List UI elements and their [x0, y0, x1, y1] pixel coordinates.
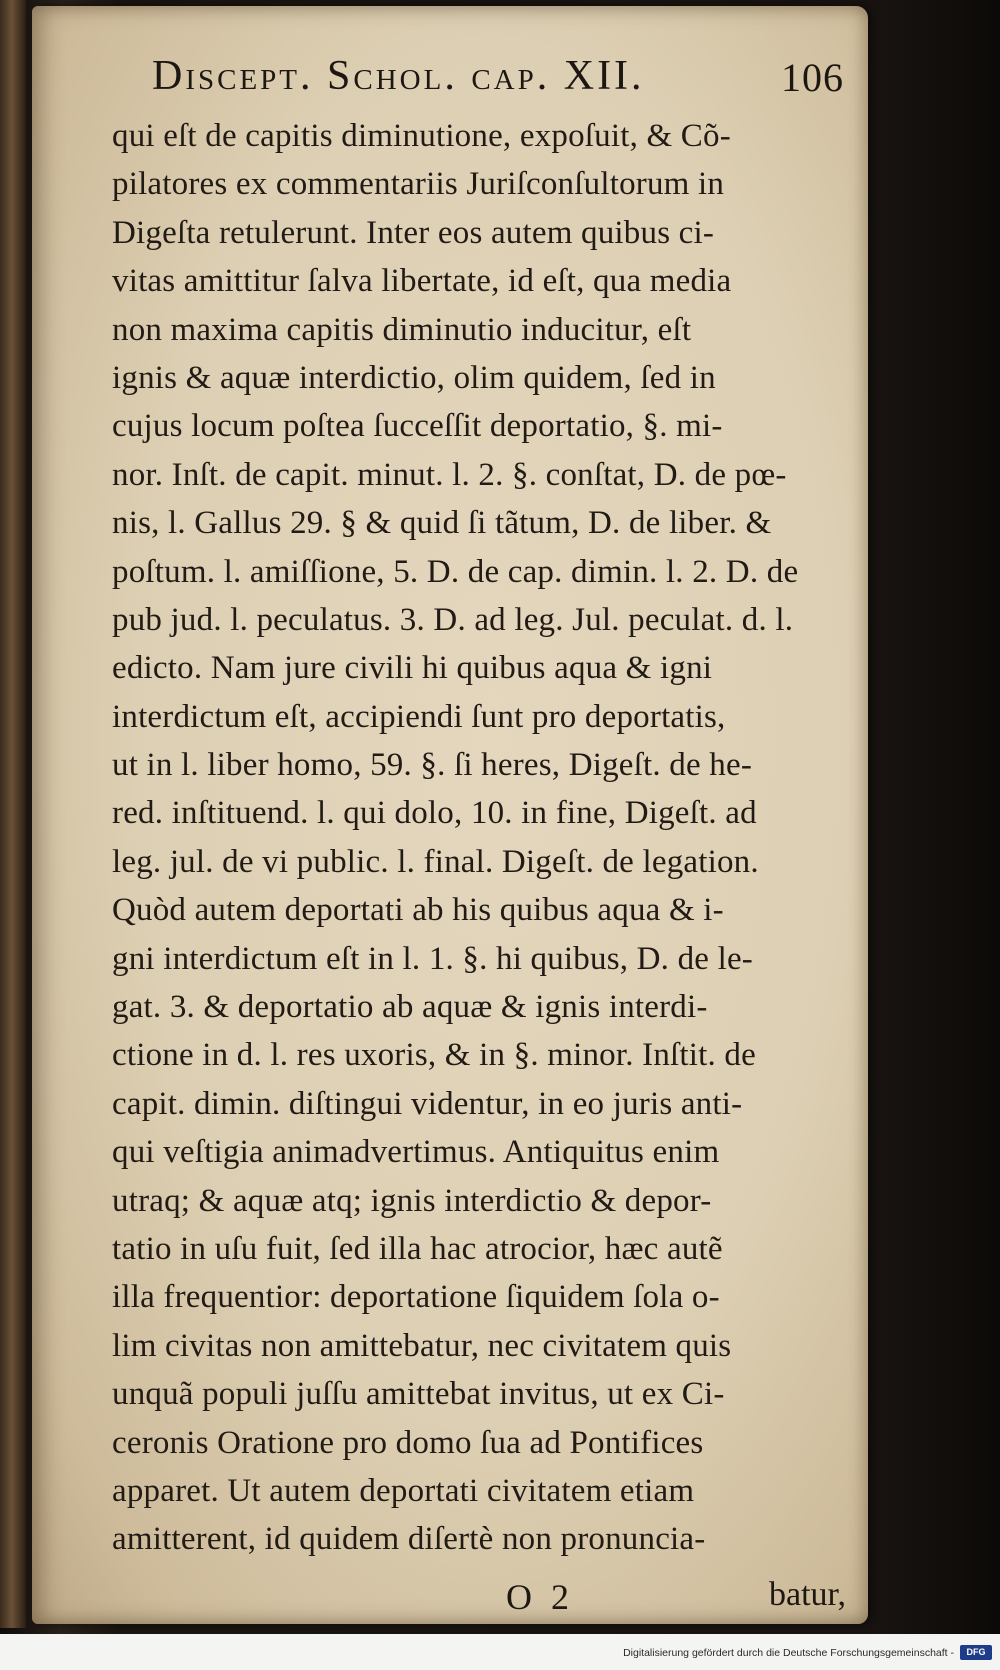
text-line: qui eſt de capitis diminutione, expoſuit, & Cõ-: [112, 118, 731, 154]
text-line: gat. 3. & deportatio ab aquæ & ignis interdi-: [112, 989, 708, 1026]
text-line: vitas amittitur ſalva libertate, id eſt, qua media: [112, 263, 732, 300]
catchword: batur,: [769, 1575, 846, 1613]
text-line: ceronis Oratione pro domo ſua ad Pontifices: [112, 1424, 704, 1461]
text-line: ctione in d. l. res uxoris, & in §. minor. Inſtit. de: [112, 1037, 756, 1074]
text-line: edicto. Nam jure civili hi quibus aqua & igni: [112, 650, 713, 687]
book-page: [32, 6, 868, 1624]
text-line: unquã populi juſſu amittebat invitus, ut ex Ci-: [112, 1376, 725, 1413]
text-line: cujus locum poſtea ſucceſſit deportatio, §. mi-: [112, 408, 723, 445]
page-text-block: [112, 46, 852, 1628]
signature-line: [112, 1568, 852, 1628]
text-line: utraq; & aquæ atq; ignis interdictio & depor-: [112, 1182, 712, 1219]
text-line: ut in l. liber homo, 59. §. ſi heres, Digeſt. de he-: [112, 747, 753, 784]
footer-band: [0, 1634, 1000, 1670]
text-line: apparet. Ut autem deportati civitatem etiam: [112, 1472, 695, 1509]
running-head: [112, 46, 852, 110]
text-line: pilatores ex commentariis Juriſconſultorum in: [112, 166, 725, 203]
book-spine-edge: [0, 0, 26, 1628]
text-line: red. inſtituend. l. qui dolo, 10. in fine, Digeſt. ad: [112, 795, 757, 832]
text-line: capit. dimin. diſtingui videntur, in eo juris anti-: [112, 1085, 743, 1122]
text-line: illa frequentior: deportatione ſiquidem ſola o-: [112, 1279, 720, 1316]
funding-credit: Digitalisierung gefördert durch die Deutsche Forschungsgemeinschaft -: [623, 1647, 954, 1659]
text-line: qui veſtigia animadvertimus. Antiquitus enim: [112, 1134, 720, 1171]
page-number: 106: [781, 55, 844, 100]
text-line: non maxima capitis diminutio inducitur, eſt: [112, 311, 692, 348]
text-line: leg. jul. de vi public. l. final. Digeſt. de legation.: [112, 843, 759, 880]
text-line: gni interdictum eſt in l. 1. §. hi quibus, D. de le-: [112, 940, 753, 977]
text-line: pub jud. l. peculatus. 3. D. ad leg. Jul. peculat. d. l.: [112, 601, 794, 638]
text-line: lim civitas non amittebatur, nec civitatem quis: [112, 1327, 732, 1364]
text-line: amitterent, id quidem diſertè non pronuncia-: [112, 1521, 706, 1558]
text-line: Quòd autem deportati ab his quibus aqua & i-: [112, 892, 724, 929]
signature-mark: O 2: [506, 1576, 569, 1617]
text-line: ignis & aquæ interdictio, olim quidem, ſed in: [112, 359, 716, 396]
text-line: nis, l. Gallus 29. § & quid ſi tãtum, D. de liber. &: [112, 505, 772, 542]
text-line: tatio in uſu fuit, ſed illa hac atrocior, hæc autẽ: [112, 1230, 723, 1267]
text-line: Digeſta retulerunt. Inter eos autem quibus ci-: [112, 214, 715, 251]
text-line: interdictum eſt, accipiendi ſunt pro deportatis,: [112, 698, 726, 735]
dfg-logo: DFG: [960, 1645, 992, 1660]
text-line: poſtum. l. amiſſione, 5. D. de cap. dimin. l. 2. D. de: [112, 553, 799, 590]
running-title: Discept. Schol. cap. XII.: [152, 53, 645, 99]
text-line: nor. Inſt. de capit. minut. l. 2. §. conſtat, D. de pœ-: [112, 456, 787, 493]
body-text: [112, 112, 852, 1564]
